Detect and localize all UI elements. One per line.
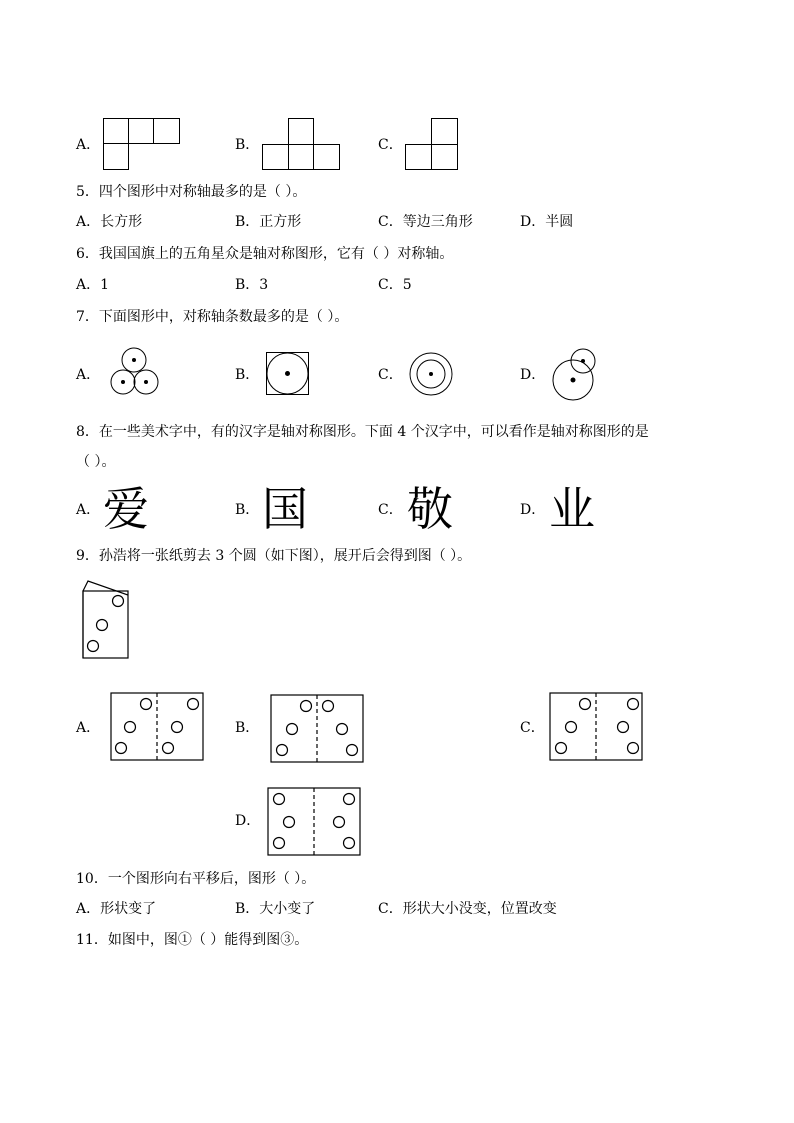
q4-option-b-figure bbox=[262, 118, 342, 172]
q5-option-d-text: 半圆 bbox=[545, 214, 574, 230]
q9-option-b-figure bbox=[270, 694, 365, 764]
q6-option-b-text: 3 bbox=[259, 277, 269, 293]
q6-option-b bbox=[235, 278, 268, 292]
q7-option-d-label: D． bbox=[520, 367, 546, 383]
q9-option-d-figure bbox=[267, 787, 362, 857]
q8-option-b-label: B． bbox=[235, 502, 260, 518]
q10-option-c-text: 形状大小没变，位置改变 bbox=[402, 901, 557, 917]
q9-option-a-label: A． bbox=[76, 720, 101, 736]
q7-stem: 7．下面图形中，对称轴条数最多的是（ ）。 bbox=[76, 309, 349, 325]
q6-option-c-label: C． bbox=[378, 277, 403, 293]
q6-option-c-text: 5 bbox=[402, 277, 412, 293]
q10-option-b-text: 大小变了 bbox=[259, 901, 316, 917]
q8-stem-line2: （ ）。 bbox=[76, 454, 116, 470]
q5-option-a-label: A． bbox=[76, 214, 101, 230]
q4-option-c-figure bbox=[405, 118, 461, 172]
q7-option-b-figure bbox=[266, 352, 310, 396]
q7-option-d-figure bbox=[552, 346, 598, 404]
q10-option-a-label: A． bbox=[76, 901, 101, 917]
q9-option-b-label: B． bbox=[235, 720, 260, 736]
q6-option-a bbox=[76, 278, 109, 292]
q5-option-a bbox=[76, 215, 142, 229]
q8-stem-line1: 8．在一些美术字中，有的汉字是轴对称图形。下面 4 个汉字中，可以看作是轴对称图形的是 bbox=[76, 424, 649, 440]
q8-option-c-label: C． bbox=[378, 502, 403, 518]
q7-option-a-label: A． bbox=[76, 367, 101, 383]
q10-option-b bbox=[235, 902, 315, 916]
q10-option-c bbox=[378, 902, 557, 916]
q5-option-b-text: 正方形 bbox=[259, 214, 302, 230]
q4-option-a-label: A． bbox=[76, 137, 101, 153]
q4-option-b-label: B． bbox=[235, 137, 260, 153]
q5-option-b-label: B． bbox=[235, 214, 260, 230]
q8-option-d-label: D． bbox=[520, 502, 546, 518]
q6-option-c bbox=[378, 278, 412, 292]
q7-option-c-label: C． bbox=[378, 367, 403, 383]
q4-option-c-label: C． bbox=[378, 137, 403, 153]
q10-option-c-label: C． bbox=[378, 901, 403, 917]
q10-option-a-text: 形状变了 bbox=[100, 901, 157, 917]
q5-option-d bbox=[520, 215, 573, 229]
q9-option-c-figure bbox=[549, 692, 644, 762]
q6-option-a-text: 1 bbox=[100, 277, 110, 293]
q8-option-d-char: 业 bbox=[549, 482, 595, 536]
q5-option-c-label: C． bbox=[378, 214, 403, 230]
q7-option-a-figure bbox=[106, 346, 166, 402]
q5-option-b bbox=[235, 215, 301, 229]
q8-option-a-char: 爱 bbox=[103, 482, 149, 536]
q4-option-a-figure bbox=[103, 118, 183, 172]
q6-option-a-label: A． bbox=[76, 277, 101, 293]
q9-option-d-label: D． bbox=[235, 813, 261, 829]
q10-stem: 10．一个图形向右平移后，图形（ ）。 bbox=[76, 871, 316, 887]
q9-stem: 9．孙浩将一张纸剪去 3 个圆（如下图），展开后会得到图（ ）。 bbox=[76, 548, 472, 564]
q5-option-a-text: 长方形 bbox=[100, 214, 143, 230]
q7-option-c-figure bbox=[408, 351, 454, 397]
q9-option-c-label: C． bbox=[520, 720, 545, 736]
q9-option-a-figure bbox=[110, 692, 205, 762]
q10-option-a bbox=[76, 902, 156, 916]
q9-folded-paper-figure bbox=[80, 578, 132, 662]
q11-stem: 11．如图中，图①（ ）能得到图③。 bbox=[76, 932, 309, 948]
q5-option-c bbox=[378, 215, 473, 229]
q10-option-b-label: B． bbox=[235, 901, 260, 917]
q8-option-a-label: A． bbox=[76, 502, 101, 518]
q6-option-b-label: B． bbox=[235, 277, 260, 293]
q8-option-c-char: 敬 bbox=[407, 482, 453, 536]
q5-stem: 5．四个图形中对称轴最多的是（ ）。 bbox=[76, 184, 307, 200]
q5-option-d-label: D． bbox=[520, 214, 546, 230]
q5-option-c-text: 等边三角形 bbox=[402, 214, 473, 230]
q7-option-b-label: B． bbox=[235, 367, 260, 383]
q6-stem: 6．我国国旗上的五角星众是轴对称图形，它有（ ）对称轴。 bbox=[76, 246, 454, 262]
q8-option-b-char: 国 bbox=[262, 482, 308, 536]
